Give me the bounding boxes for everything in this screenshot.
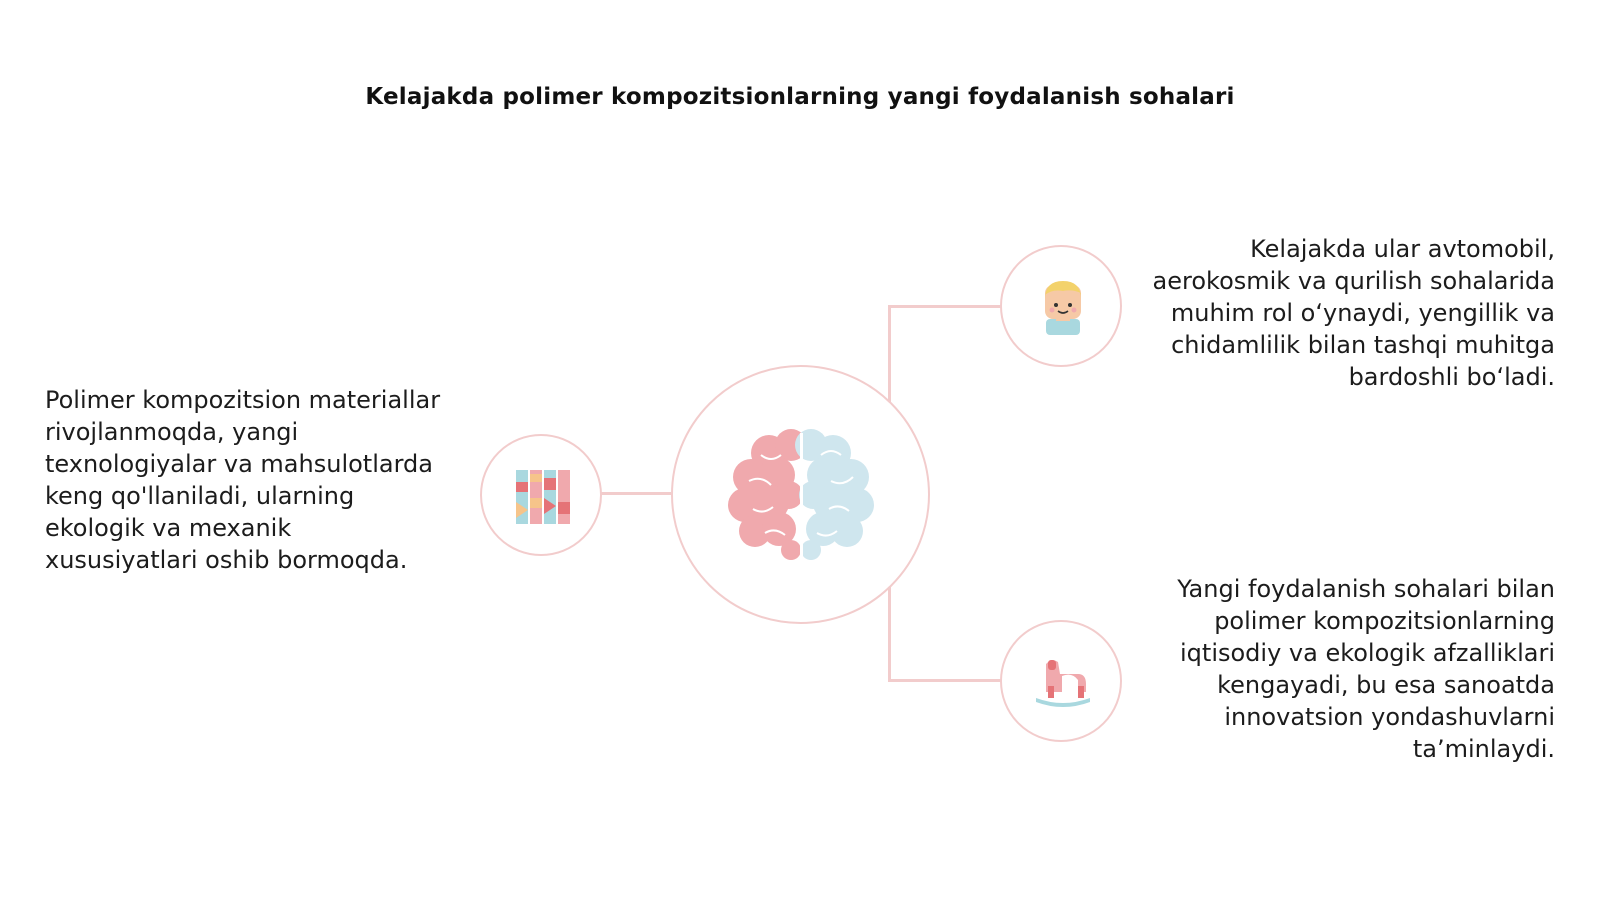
top-right-node xyxy=(1000,245,1122,367)
rocking-horse-icon xyxy=(1032,656,1094,710)
center-node xyxy=(671,365,930,624)
bottom-right-node xyxy=(1000,620,1122,742)
top-right-text-block: Kelajakda ular avtomobil, aerokosmik va qurilish sohalarida muhim rol oʻynaydi, yengillik va chidamlilik bilan tashqi muhitga bardoshli boʻladi. xyxy=(1152,235,1555,391)
child-face-icon xyxy=(1038,277,1088,337)
connector-left xyxy=(591,492,671,495)
diagram-title: Kelajakda polimer kompozitsionlarning yangi foydalanish sohalari xyxy=(365,84,1235,110)
brain-icon xyxy=(721,415,881,575)
building-blocks-icon xyxy=(514,468,572,526)
connector-horizontal-top xyxy=(888,305,1001,308)
connector-horizontal-bottom xyxy=(888,679,1001,682)
left-node xyxy=(480,434,602,556)
connector-vertical-top xyxy=(888,305,891,402)
left-text-block: Polimer kompozitsion materiallar rivojlanmoqda, yangi texnologiyalar va mahsulotlarda keng qo'llaniladi, ularning ekologik va mexanik xususiyatlari oshib bormoqda. xyxy=(45,386,441,574)
connector-vertical-bottom xyxy=(888,585,891,682)
bottom-right-text-block: Yangi foydalanish sohalari bilan polimer kompozitsionlarning iqtisodiy va ekologik afzalliklari kengayadi, bu esa sanoatda innovatsion yondashuvlarni taʼminlaydi. xyxy=(1177,575,1555,763)
